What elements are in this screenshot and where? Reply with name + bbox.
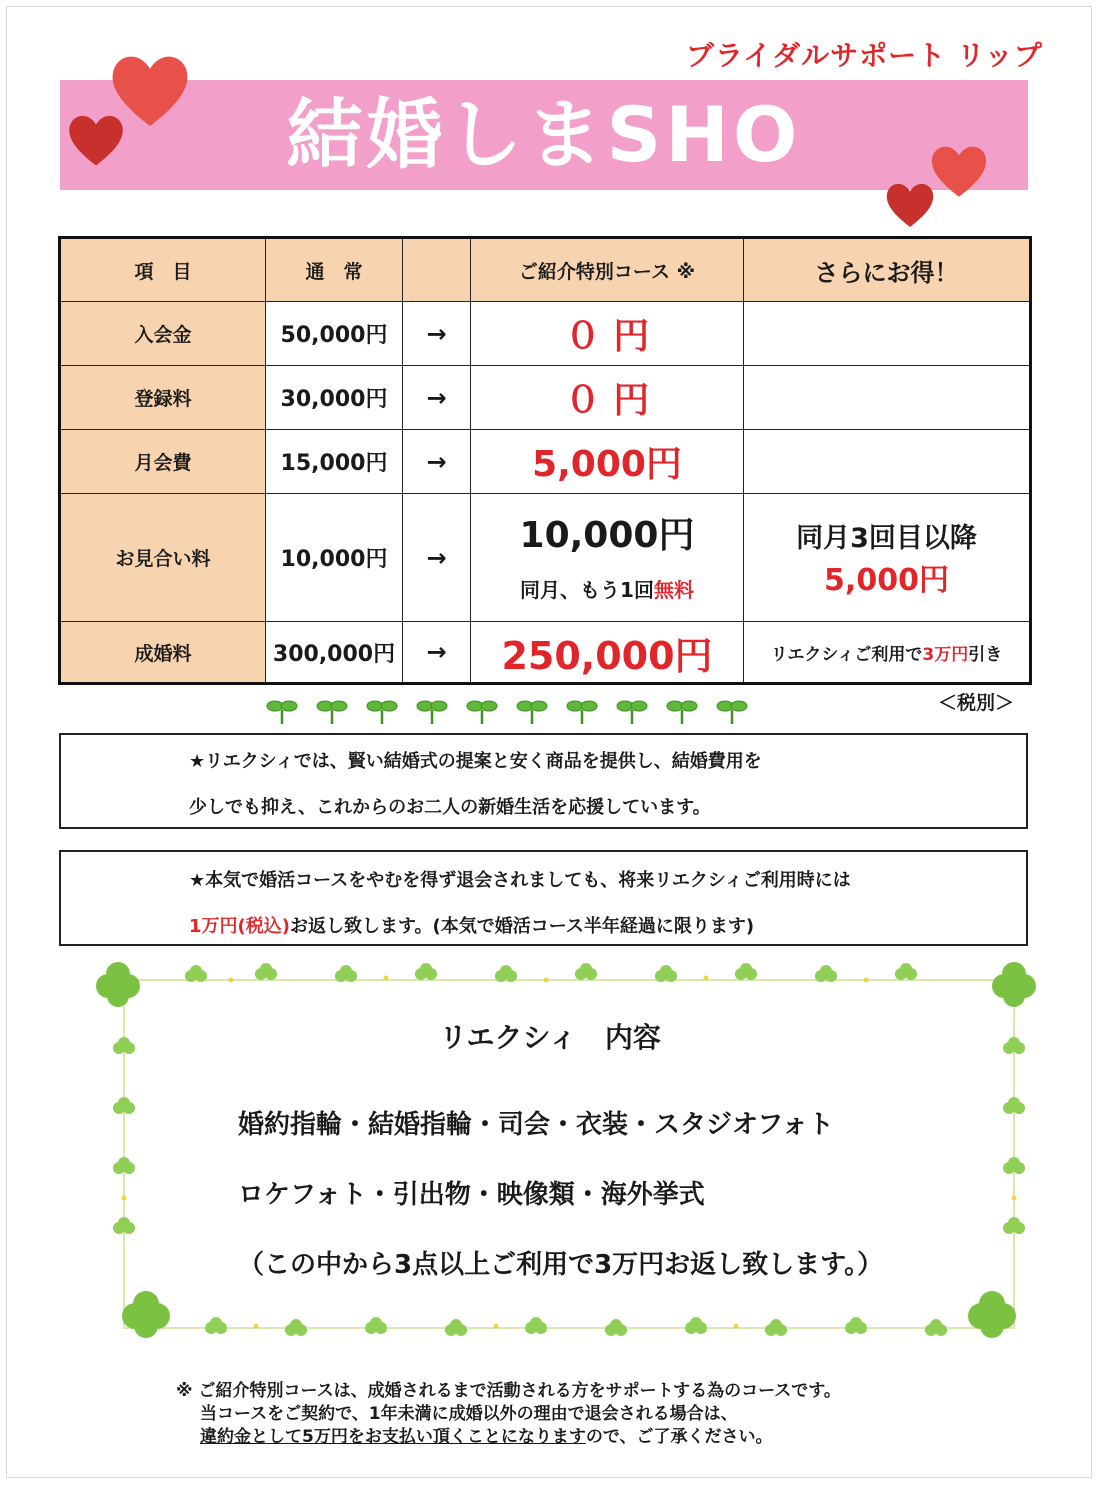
sprout-icon [367, 701, 397, 724]
price-table [58, 236, 1032, 685]
header-extra: さらにお得！ [744, 238, 1031, 302]
title-banner [60, 80, 1028, 190]
special-sub [471, 574, 743, 603]
row-item: お見合い料 [60, 494, 266, 622]
row-special [471, 494, 744, 622]
sprout-icon [467, 701, 497, 724]
row-regular: 300,000円 [266, 622, 403, 684]
refund-amount: 1万円(税込) [189, 916, 290, 937]
sprout-icon [567, 701, 597, 724]
info-box-1 [59, 733, 1028, 829]
sprout-icon [267, 701, 297, 724]
special-price: 10,000円 [519, 514, 695, 556]
info-line: ★リエクシィでは、賢い結婚式の提案と安く商品を提供し、結婚費用を [189, 751, 762, 772]
heart-icon [882, 180, 938, 228]
row-regular: 15,000円 [266, 430, 403, 494]
info-line-2 [189, 912, 754, 938]
clover-icon [968, 1291, 1016, 1338]
arrow-icon: → [403, 302, 471, 366]
row-item: 登録料 [60, 366, 266, 430]
row-special: ０ 円 [471, 302, 744, 366]
clover-icon [992, 962, 1036, 1007]
header-arrow [403, 238, 471, 302]
org-name: ブライダルサポート リップ [686, 39, 1043, 72]
heart-icon [66, 110, 126, 168]
extra-text: リエクシィご利用で [770, 644, 923, 665]
header-special-label: ご紹介特別コース ※ [518, 260, 696, 283]
row-item: 入会金 [60, 302, 266, 366]
clover-icon [96, 962, 140, 1007]
page-title: 結婚しまSHO [286, 90, 802, 179]
extra-text: 同月3回目以降 [796, 523, 977, 554]
table-row [60, 302, 1031, 366]
table-row [60, 366, 1031, 430]
rexy-line: ロケフォト・引出物・映像類・海外挙式 [238, 1180, 705, 1210]
sprout-icon [417, 701, 447, 724]
rexy-line: 婚約指輪・結婚指輪・司会・衣装・スタジオフォト [238, 1110, 834, 1140]
info-box-2 [59, 850, 1028, 946]
sprout-icon [617, 701, 647, 724]
footnote-line-3 [200, 1422, 773, 1447]
sprout-icon [517, 701, 547, 724]
extra-price: 5,000円 [824, 563, 949, 598]
table-row [60, 494, 1031, 622]
row-extra [744, 494, 1031, 622]
info-line: ★本気で婚活コースをやむを得ず退会されましても、将来リエクシィご利用時には [189, 870, 851, 891]
row-extra [744, 302, 1031, 366]
footnote-rest: ので、ご了承ください。 [585, 1427, 773, 1447]
extra-suffix: 引き [968, 644, 1003, 665]
extra-discount: 3万円 [922, 644, 969, 665]
header-special [471, 238, 744, 302]
table-row [60, 430, 1031, 494]
row-special: 250,000円 [471, 622, 744, 684]
row-regular: 30,000円 [266, 366, 403, 430]
row-special: ０ 円 [471, 366, 744, 430]
arrow-icon: → [403, 494, 471, 622]
arrow-icon: → [403, 430, 471, 494]
header-item: 項 目 [60, 238, 266, 302]
rexy-title: リエクシィ 内容 [439, 1021, 661, 1054]
row-regular: 50,000円 [266, 302, 403, 366]
arrow-icon: → [403, 622, 471, 684]
row-extra [744, 622, 1031, 684]
sprout-icon-row [262, 696, 752, 726]
special-sub-text: 同月、もう1回 [520, 577, 654, 602]
footnote-line: 当コースをご契約で、1年未満に成婚以外の理由で退会される場合は、 [200, 1404, 738, 1424]
penalty-note: 違約金として5万円をお支払い頂くことになります [200, 1427, 586, 1447]
footnote-line: ※ ご紹介特別コースは、成婚されるまで活動される方をサポートする為のコースです。 [176, 1381, 841, 1401]
table-row [60, 622, 1031, 684]
row-item: 成婚料 [60, 622, 266, 684]
clover-icon [122, 1291, 170, 1338]
header-regular: 通 常 [266, 238, 403, 302]
info-line-rest: お返し致します。(本気で婚活コース半年経過に限ります) [289, 916, 755, 937]
rexy-line: （この中から3点以上ご利用で3万円お返し致します。） [238, 1250, 884, 1280]
row-regular: 10,000円 [266, 494, 403, 622]
tax-note: ＜税別＞ [938, 692, 1015, 714]
table-header-row [60, 238, 1031, 302]
arrow-icon: → [403, 366, 471, 430]
free-label: 無料 [653, 577, 694, 602]
row-item: 月会費 [60, 430, 266, 494]
row-extra [744, 366, 1031, 430]
sprout-icon [717, 701, 747, 724]
row-extra [744, 430, 1031, 494]
row-special: 5,000円 [471, 430, 744, 494]
sprout-icon [667, 701, 697, 724]
info-line: 少しでも抑え、これからのお二人の新婚生活を応援しています。 [189, 797, 711, 818]
sprout-icon [317, 701, 347, 724]
